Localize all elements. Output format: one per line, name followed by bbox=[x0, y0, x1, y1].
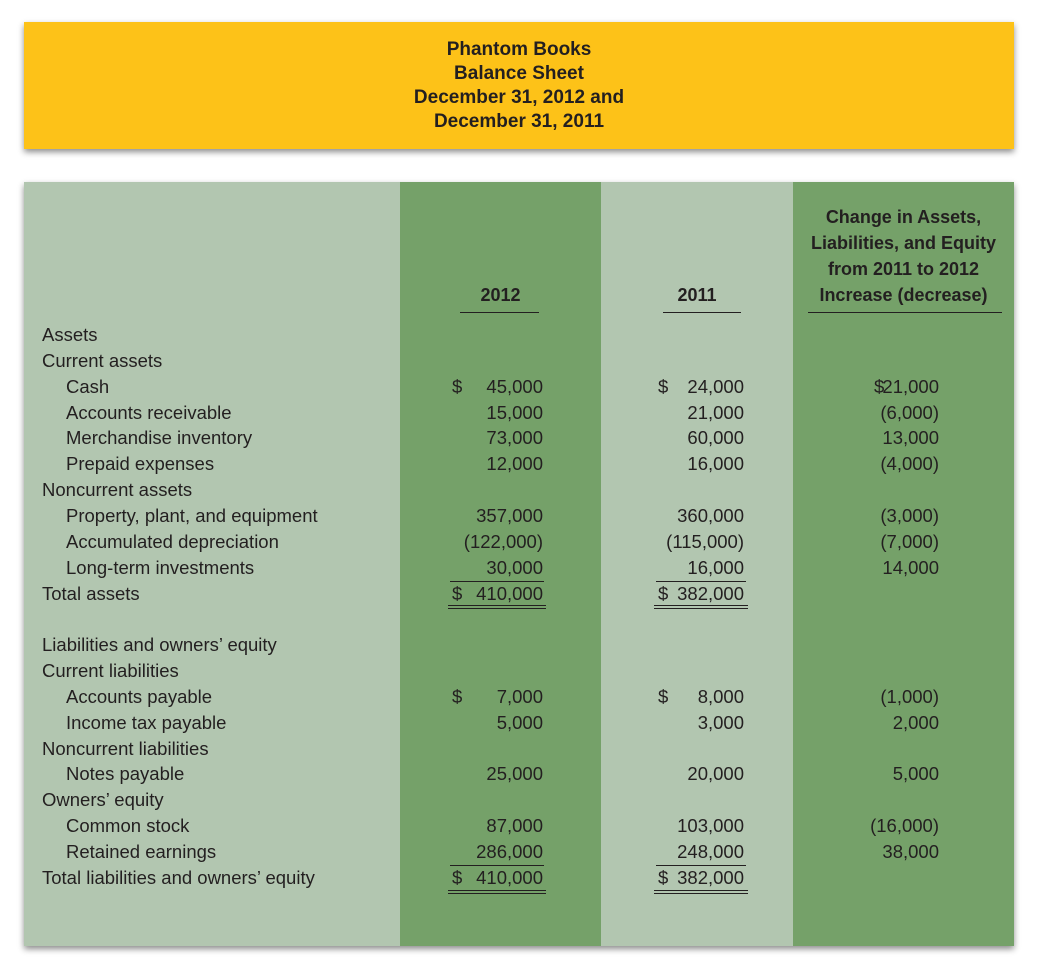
amount: 30,000 bbox=[486, 556, 543, 578]
amount: 45,000 bbox=[486, 375, 543, 397]
amount: 14,000 bbox=[882, 556, 939, 578]
amount: 357,000 bbox=[476, 504, 543, 526]
value-2011 bbox=[658, 451, 744, 477]
value-2011 bbox=[658, 736, 744, 762]
row-label: Accumulated depreciation bbox=[66, 530, 279, 552]
value-2011 bbox=[658, 322, 744, 348]
row-label: Income tax payable bbox=[66, 711, 227, 733]
statement-date-line2: December 31, 2011 bbox=[433, 110, 605, 132]
table-row bbox=[24, 684, 1014, 710]
amount: 8,000 bbox=[697, 685, 744, 707]
row-label: Property, plant, and equipment bbox=[66, 504, 318, 526]
value-2012 bbox=[452, 477, 543, 503]
amount: 16,000 bbox=[687, 556, 744, 578]
value-2012 bbox=[452, 606, 543, 632]
value-change bbox=[874, 761, 939, 787]
amount: (7,000) bbox=[880, 530, 939, 552]
value-2011 bbox=[658, 555, 744, 581]
amount: 15,000 bbox=[486, 401, 543, 423]
value-change bbox=[874, 787, 939, 813]
row-label: Noncurrent liabilities bbox=[42, 737, 209, 759]
amount: 410,000 bbox=[476, 582, 543, 604]
value-2011 bbox=[658, 503, 744, 529]
amount: 12,000 bbox=[486, 453, 543, 475]
value-change bbox=[874, 451, 939, 477]
row-label: Liabilities and owners’ equity bbox=[42, 634, 277, 656]
total-double-rule-2012 bbox=[448, 605, 546, 609]
amount: 21,000 bbox=[687, 401, 744, 423]
currency-symbol: $ bbox=[658, 375, 669, 397]
total-double-rule-2011 bbox=[654, 890, 748, 894]
table-row bbox=[24, 400, 1014, 426]
value-change bbox=[874, 710, 939, 736]
value-change bbox=[874, 322, 939, 348]
value-2012 bbox=[452, 322, 543, 348]
table-row bbox=[24, 865, 1014, 891]
amount: 25,000 bbox=[486, 763, 543, 785]
value-2011 bbox=[658, 348, 744, 374]
table-row bbox=[24, 425, 1014, 451]
amount: 20,000 bbox=[687, 763, 744, 785]
table-row bbox=[24, 503, 1014, 529]
value-change bbox=[874, 632, 939, 658]
amount: 13,000 bbox=[882, 427, 939, 449]
row-label: Long-term investments bbox=[66, 556, 255, 578]
row-label: Merchandise inventory bbox=[66, 427, 253, 449]
value-change bbox=[874, 555, 939, 581]
value-change bbox=[874, 529, 939, 555]
value-2012 bbox=[452, 503, 543, 529]
value-change bbox=[874, 348, 939, 374]
column-header-change bbox=[793, 204, 1014, 308]
value-2011 bbox=[658, 787, 744, 813]
value-change bbox=[874, 581, 939, 607]
table-row bbox=[24, 374, 1014, 400]
currency-symbol: $ bbox=[874, 375, 885, 397]
currency-symbol: $ bbox=[658, 582, 669, 604]
amount: 24,000 bbox=[687, 375, 744, 397]
value-change bbox=[874, 839, 939, 865]
value-2012 bbox=[452, 555, 543, 581]
value-2012 bbox=[452, 710, 543, 736]
header-rule-change bbox=[808, 312, 1002, 313]
amount: 7,000 bbox=[496, 685, 543, 707]
table-row bbox=[24, 477, 1014, 503]
subtotal-rule-2011 bbox=[656, 865, 746, 866]
row-label: Cash bbox=[66, 375, 110, 397]
value-2012 bbox=[452, 632, 543, 658]
value-2011 bbox=[658, 658, 744, 684]
amount: 60,000 bbox=[687, 427, 744, 449]
value-change bbox=[874, 606, 939, 632]
table-row bbox=[24, 632, 1014, 658]
amount: (1,000) bbox=[880, 685, 939, 707]
amount: 21,000 bbox=[882, 375, 939, 397]
value-2012 bbox=[452, 736, 543, 762]
amount: 87,000 bbox=[486, 815, 543, 837]
row-label: Noncurrent assets bbox=[42, 479, 193, 501]
value-change bbox=[874, 477, 939, 503]
statement-date-line1: December 31, 2012 and bbox=[413, 86, 625, 108]
value-change bbox=[874, 503, 939, 529]
value-2011 bbox=[658, 710, 744, 736]
subtotal-rule-2012 bbox=[450, 581, 544, 582]
value-change bbox=[874, 865, 939, 891]
value-2012 bbox=[452, 400, 543, 426]
amount: 5,000 bbox=[496, 711, 543, 733]
change-header-line1: Change in Assets, bbox=[825, 207, 982, 227]
amount: (16,000) bbox=[870, 815, 939, 837]
subtotal-rule-2012 bbox=[450, 865, 544, 866]
total-double-rule-2012 bbox=[448, 890, 546, 894]
value-change bbox=[874, 374, 939, 400]
title-banner bbox=[24, 22, 1014, 149]
amount: 382,000 bbox=[677, 582, 744, 604]
statement-name: Balance Sheet bbox=[454, 62, 584, 84]
value-change bbox=[870, 813, 939, 839]
currency-symbol: $ bbox=[452, 375, 463, 397]
amount: (122,000) bbox=[463, 530, 543, 552]
value-2011 bbox=[658, 606, 744, 632]
row-label: Retained earnings bbox=[66, 841, 217, 862]
value-2012 bbox=[452, 425, 543, 451]
value-change bbox=[874, 736, 939, 762]
amount: 2,000 bbox=[892, 711, 939, 733]
amount: 410,000 bbox=[476, 866, 543, 888]
amount: 382,000 bbox=[677, 866, 744, 888]
row-label: Current assets bbox=[42, 349, 163, 371]
value-2011 bbox=[658, 632, 744, 658]
amount: 16,000 bbox=[687, 453, 744, 475]
amount: (4,000) bbox=[880, 453, 939, 475]
currency-symbol: $ bbox=[452, 685, 463, 707]
value-2012 bbox=[452, 581, 543, 607]
value-2012 bbox=[452, 839, 543, 865]
value-2012 bbox=[452, 348, 543, 374]
row-label: Total liabilities and owners’ equity bbox=[42, 866, 315, 888]
table-row bbox=[24, 606, 1014, 632]
table-row bbox=[24, 322, 1014, 348]
row-label: Common stock bbox=[66, 815, 190, 837]
currency-symbol: $ bbox=[658, 685, 669, 707]
amount: 248,000 bbox=[677, 841, 744, 862]
amount: 5,000 bbox=[892, 763, 939, 785]
column-header-2012: 2012 bbox=[480, 285, 521, 305]
balance-sheet-table bbox=[24, 182, 1014, 946]
value-2012 bbox=[452, 684, 543, 710]
table-row bbox=[24, 555, 1014, 581]
table-row bbox=[24, 529, 1014, 555]
amount: 3,000 bbox=[697, 711, 744, 733]
value-2011 bbox=[658, 425, 744, 451]
column-header-2011: 2011 bbox=[677, 285, 717, 305]
value-2011 bbox=[658, 684, 744, 710]
currency-symbol: $ bbox=[658, 866, 669, 888]
table-row bbox=[24, 761, 1014, 787]
amount: (6,000) bbox=[880, 401, 939, 423]
row-label: Owners’ equity bbox=[42, 789, 164, 811]
change-header-line4: Increase (decrease) bbox=[819, 285, 988, 305]
amount: 73,000 bbox=[486, 427, 543, 449]
value-2011 bbox=[658, 839, 744, 865]
value-2012 bbox=[452, 374, 543, 400]
row-label: Current liabilities bbox=[42, 660, 179, 682]
company-name: Phantom Books bbox=[446, 38, 592, 60]
row-label: Total assets bbox=[42, 582, 140, 604]
amount: 38,000 bbox=[882, 841, 939, 862]
value-2012 bbox=[452, 865, 543, 891]
amount: 103,000 bbox=[677, 815, 744, 837]
value-2012 bbox=[452, 813, 543, 839]
value-2012 bbox=[452, 658, 543, 684]
table-row bbox=[24, 710, 1014, 736]
row-label: Prepaid expenses bbox=[66, 453, 215, 475]
table-row bbox=[24, 348, 1014, 374]
change-header-line2: Liabilities, and Equity bbox=[810, 233, 997, 253]
table-row bbox=[24, 813, 1014, 839]
table-row bbox=[24, 451, 1014, 477]
value-2011 bbox=[658, 813, 744, 839]
value-2012 bbox=[452, 529, 543, 555]
value-2011 bbox=[658, 477, 744, 503]
change-header-line3: from 2011 to 2012 bbox=[827, 259, 980, 279]
amount: (115,000) bbox=[666, 530, 744, 552]
subtotal-rule-2011 bbox=[656, 581, 746, 582]
value-2011 bbox=[658, 400, 744, 426]
row-label: Accounts receivable bbox=[66, 401, 232, 423]
amount: (3,000) bbox=[880, 504, 939, 526]
row-label: Accounts payable bbox=[66, 685, 213, 707]
value-2011 bbox=[658, 865, 744, 891]
table-row bbox=[24, 658, 1014, 684]
currency-symbol: $ bbox=[452, 866, 463, 888]
value-change bbox=[874, 400, 939, 426]
currency-symbol: $ bbox=[452, 582, 463, 604]
value-change bbox=[874, 684, 939, 710]
value-change bbox=[874, 658, 939, 684]
row-label: Notes payable bbox=[66, 763, 185, 785]
value-change bbox=[874, 425, 939, 451]
value-2011 bbox=[658, 581, 744, 607]
value-2012 bbox=[452, 451, 543, 477]
value-2012 bbox=[452, 761, 543, 787]
table-row bbox=[24, 787, 1014, 813]
header-rule-2012 bbox=[460, 312, 539, 313]
amount: 360,000 bbox=[677, 504, 744, 526]
total-double-rule-2011 bbox=[654, 605, 748, 609]
row-label: Assets bbox=[42, 324, 98, 345]
amount: 286,000 bbox=[476, 841, 543, 862]
header-rule-2011 bbox=[663, 312, 741, 313]
table-row bbox=[24, 736, 1014, 762]
table-row bbox=[24, 581, 1014, 607]
value-2011 bbox=[658, 529, 744, 555]
value-2011 bbox=[658, 761, 744, 787]
table-row bbox=[24, 839, 1014, 865]
value-2011 bbox=[658, 374, 744, 400]
value-2012 bbox=[452, 787, 543, 813]
